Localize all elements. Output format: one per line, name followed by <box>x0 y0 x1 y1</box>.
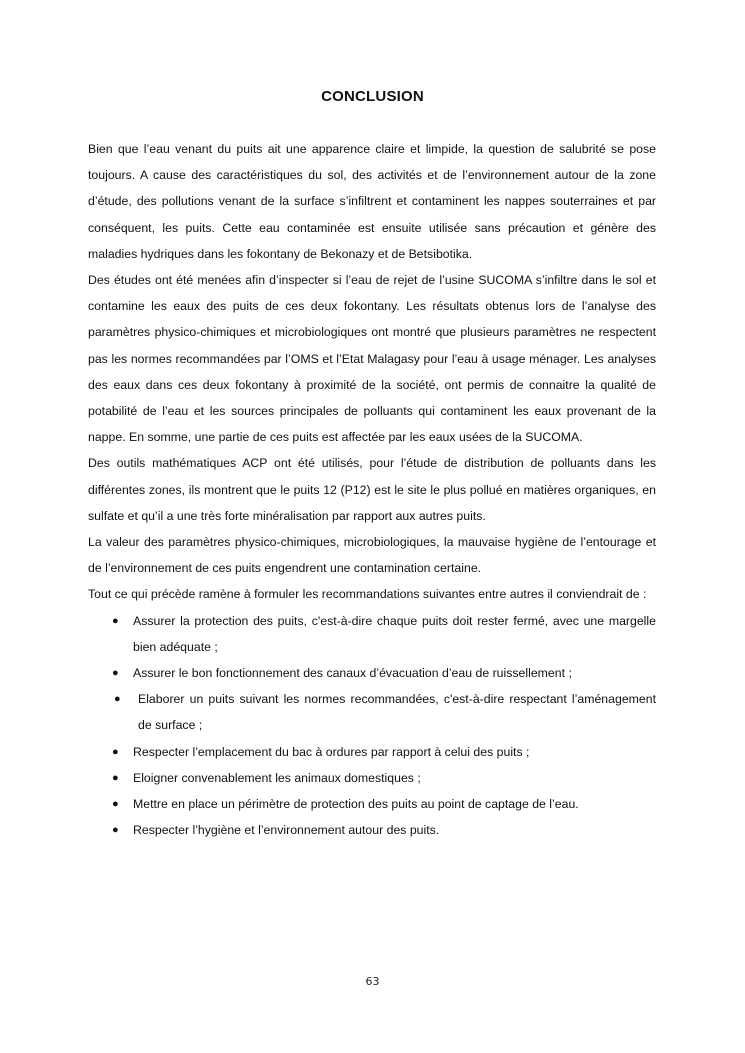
list-item-text: Mettre en place un périmètre de protection des puits au point de captage de l’eau. <box>133 797 579 812</box>
paragraph-5: Tout ce qui précède ramène à formuler les recommandations suivantes entre autres il conviendrait de : <box>88 587 647 602</box>
list-item-text: Assurer la protection des puits, c'est-à-dire chaque puits doit rester fermé, avec une margelle bien adéquate ; <box>133 613 656 654</box>
list-item-text: Assurer le bon fonctionnement des canaux d’évacuation d’eau de ruissellement ; <box>133 666 572 681</box>
bullet-icon: ● <box>112 745 119 758</box>
list-item-text: Respecter l’hygiène et l’environnement autour des puits. <box>133 823 440 838</box>
page-number: 63 <box>365 975 380 988</box>
list-item <box>88 739 656 765</box>
bullet-icon: ● <box>112 667 119 680</box>
list-item-text: Elaborer un puits suivant les normes recommandées, c'est-à-dire respectant l’aménagement de surface ; <box>138 692 656 733</box>
bullet-icon: ● <box>112 824 119 837</box>
list-item <box>88 791 656 817</box>
list-item <box>88 608 656 660</box>
bullet-icon: ● <box>114 693 121 706</box>
paragraph-1: Bien que l’eau venant du puits ait une apparence claire et limpide, la question de salubrité se pose toujours. A cause des caractéristiques du sol, des activités et de l’environnement autour de la zone d’étude, des pollutions venant de la surface s’infiltrent et contaminent les nappes souterraines et par conséquent, les puits. Cette eau contaminée est ensuite utilisée sans précaution et génère des maladies hydriques dans les fokontany de Bekonazy et de Betsibotika. <box>88 142 656 261</box>
list-item-text: Eloigner convenablement les animaux domestiques ; <box>133 770 421 785</box>
list-item <box>88 817 656 843</box>
recommendations-list <box>88 608 656 844</box>
bullet-icon: ● <box>112 798 119 811</box>
paragraph-2: Des études ont été menées afin d’inspecter si l’eau de rejet de l’usine SUCOMA s’infiltre dans le sol et contamine les eaux des puits de ces deux fokontany. Les résultats obtenus lors de l’analyse des paramètres physico-chimiques et microbiologiques ont montré que plusieurs paramètres ne respectent pas les normes recommandées par l’OMS et l’Etat Malagasy pour l’eau à usage ménager. Les analyses des eaux dans ces deux fokontany à proximité de la société, ont permis de connaitre la qualité de potabilité de l’eau et les sources principales de polluants qui contaminent les eaux provenant de la nappe. En somme, une partie de ces puits est affectée par les eaux usées de la SUCOMA. <box>88 273 656 445</box>
page-title: CONCLUSION <box>321 88 424 105</box>
bullet-icon: ● <box>112 614 119 627</box>
list-item <box>88 686 656 738</box>
paragraph-4: La valeur des paramètres physico-chimiques, microbiologiques, la mauvaise hygiène de l’entourage et de l’environnement de ces puits engendrent une contamination certaine. <box>88 535 656 576</box>
conclusion-body <box>88 136 656 843</box>
bullet-icon: ● <box>112 771 119 784</box>
list-item-text: Respecter l’emplacement du bac à ordures par rapport à celui des puits ; <box>133 744 530 759</box>
list-item <box>88 765 656 791</box>
list-item <box>88 660 656 686</box>
paragraph-3: Des outils mathématiques ACP ont été utilisés, pour l’étude de distribution de polluants dans les différentes zones, ils montrent que le puits 12 (P12) est le site le plus pollué en matières organiques, en sulfate et qu’il a une très forte minéralisation par rapport aux autres puits. <box>88 456 656 523</box>
